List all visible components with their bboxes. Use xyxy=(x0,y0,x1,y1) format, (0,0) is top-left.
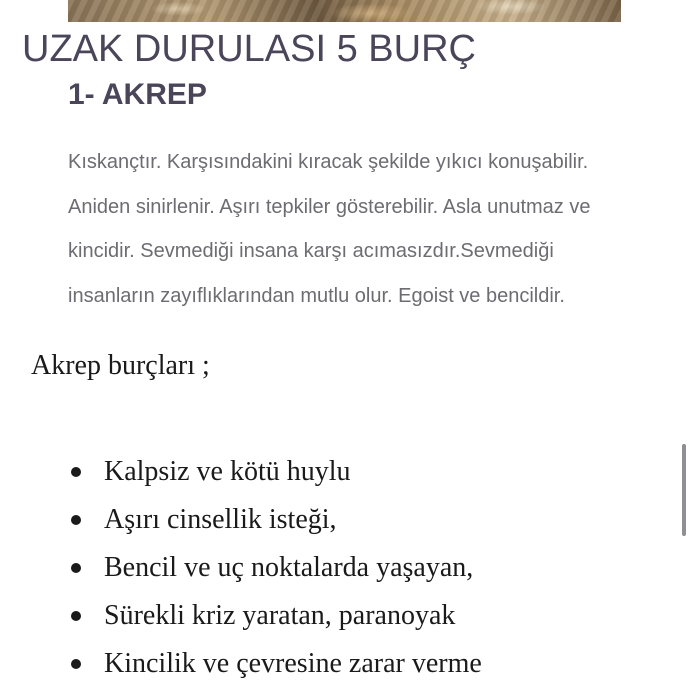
bullet-icon xyxy=(71,515,81,525)
bullet-icon xyxy=(71,467,81,477)
list-item xyxy=(0,592,690,640)
traits-heading: Akrep burçları ; xyxy=(31,350,210,381)
description-paragraph: Kıskançtır. Karşısındakini kıracak şekilde yıkıcı konuşabilir. Aniden sinirlenir. Aşırı tepkiler gösterebilir. Asla unutmaz ve kincidir. Sevmediği insana karşı acımasızdır.Sevmediği insanların zayıflıklarından mutlu olur. Egoist ve bencildir. xyxy=(68,151,591,307)
trait-label: Bencil ve uç noktalarda yaşayan, xyxy=(104,552,474,583)
list-item xyxy=(0,640,690,688)
trait-label: Sürekli kriz yaratan, paranoyak xyxy=(104,600,456,631)
trait-label: Kincilik ve çevresine zarar verme xyxy=(104,648,482,679)
scrollbar-thumb[interactable] xyxy=(682,444,686,536)
bullet-icon xyxy=(71,611,81,621)
list-item xyxy=(0,448,690,496)
trait-label: Aşırı cinsellik isteği, xyxy=(104,504,337,535)
bullet-icon xyxy=(71,563,81,573)
traits-list xyxy=(0,448,690,688)
section-heading: 1- AKREP xyxy=(68,78,207,111)
list-item xyxy=(0,496,690,544)
page-title: UZAK DURULASI 5 BURÇ xyxy=(22,28,476,70)
trait-label: Kalpsiz ve kötü huylu xyxy=(104,456,351,487)
list-item xyxy=(0,544,690,592)
description-container xyxy=(68,140,628,346)
article-hero-image xyxy=(68,0,621,22)
bullet-icon xyxy=(71,659,81,669)
